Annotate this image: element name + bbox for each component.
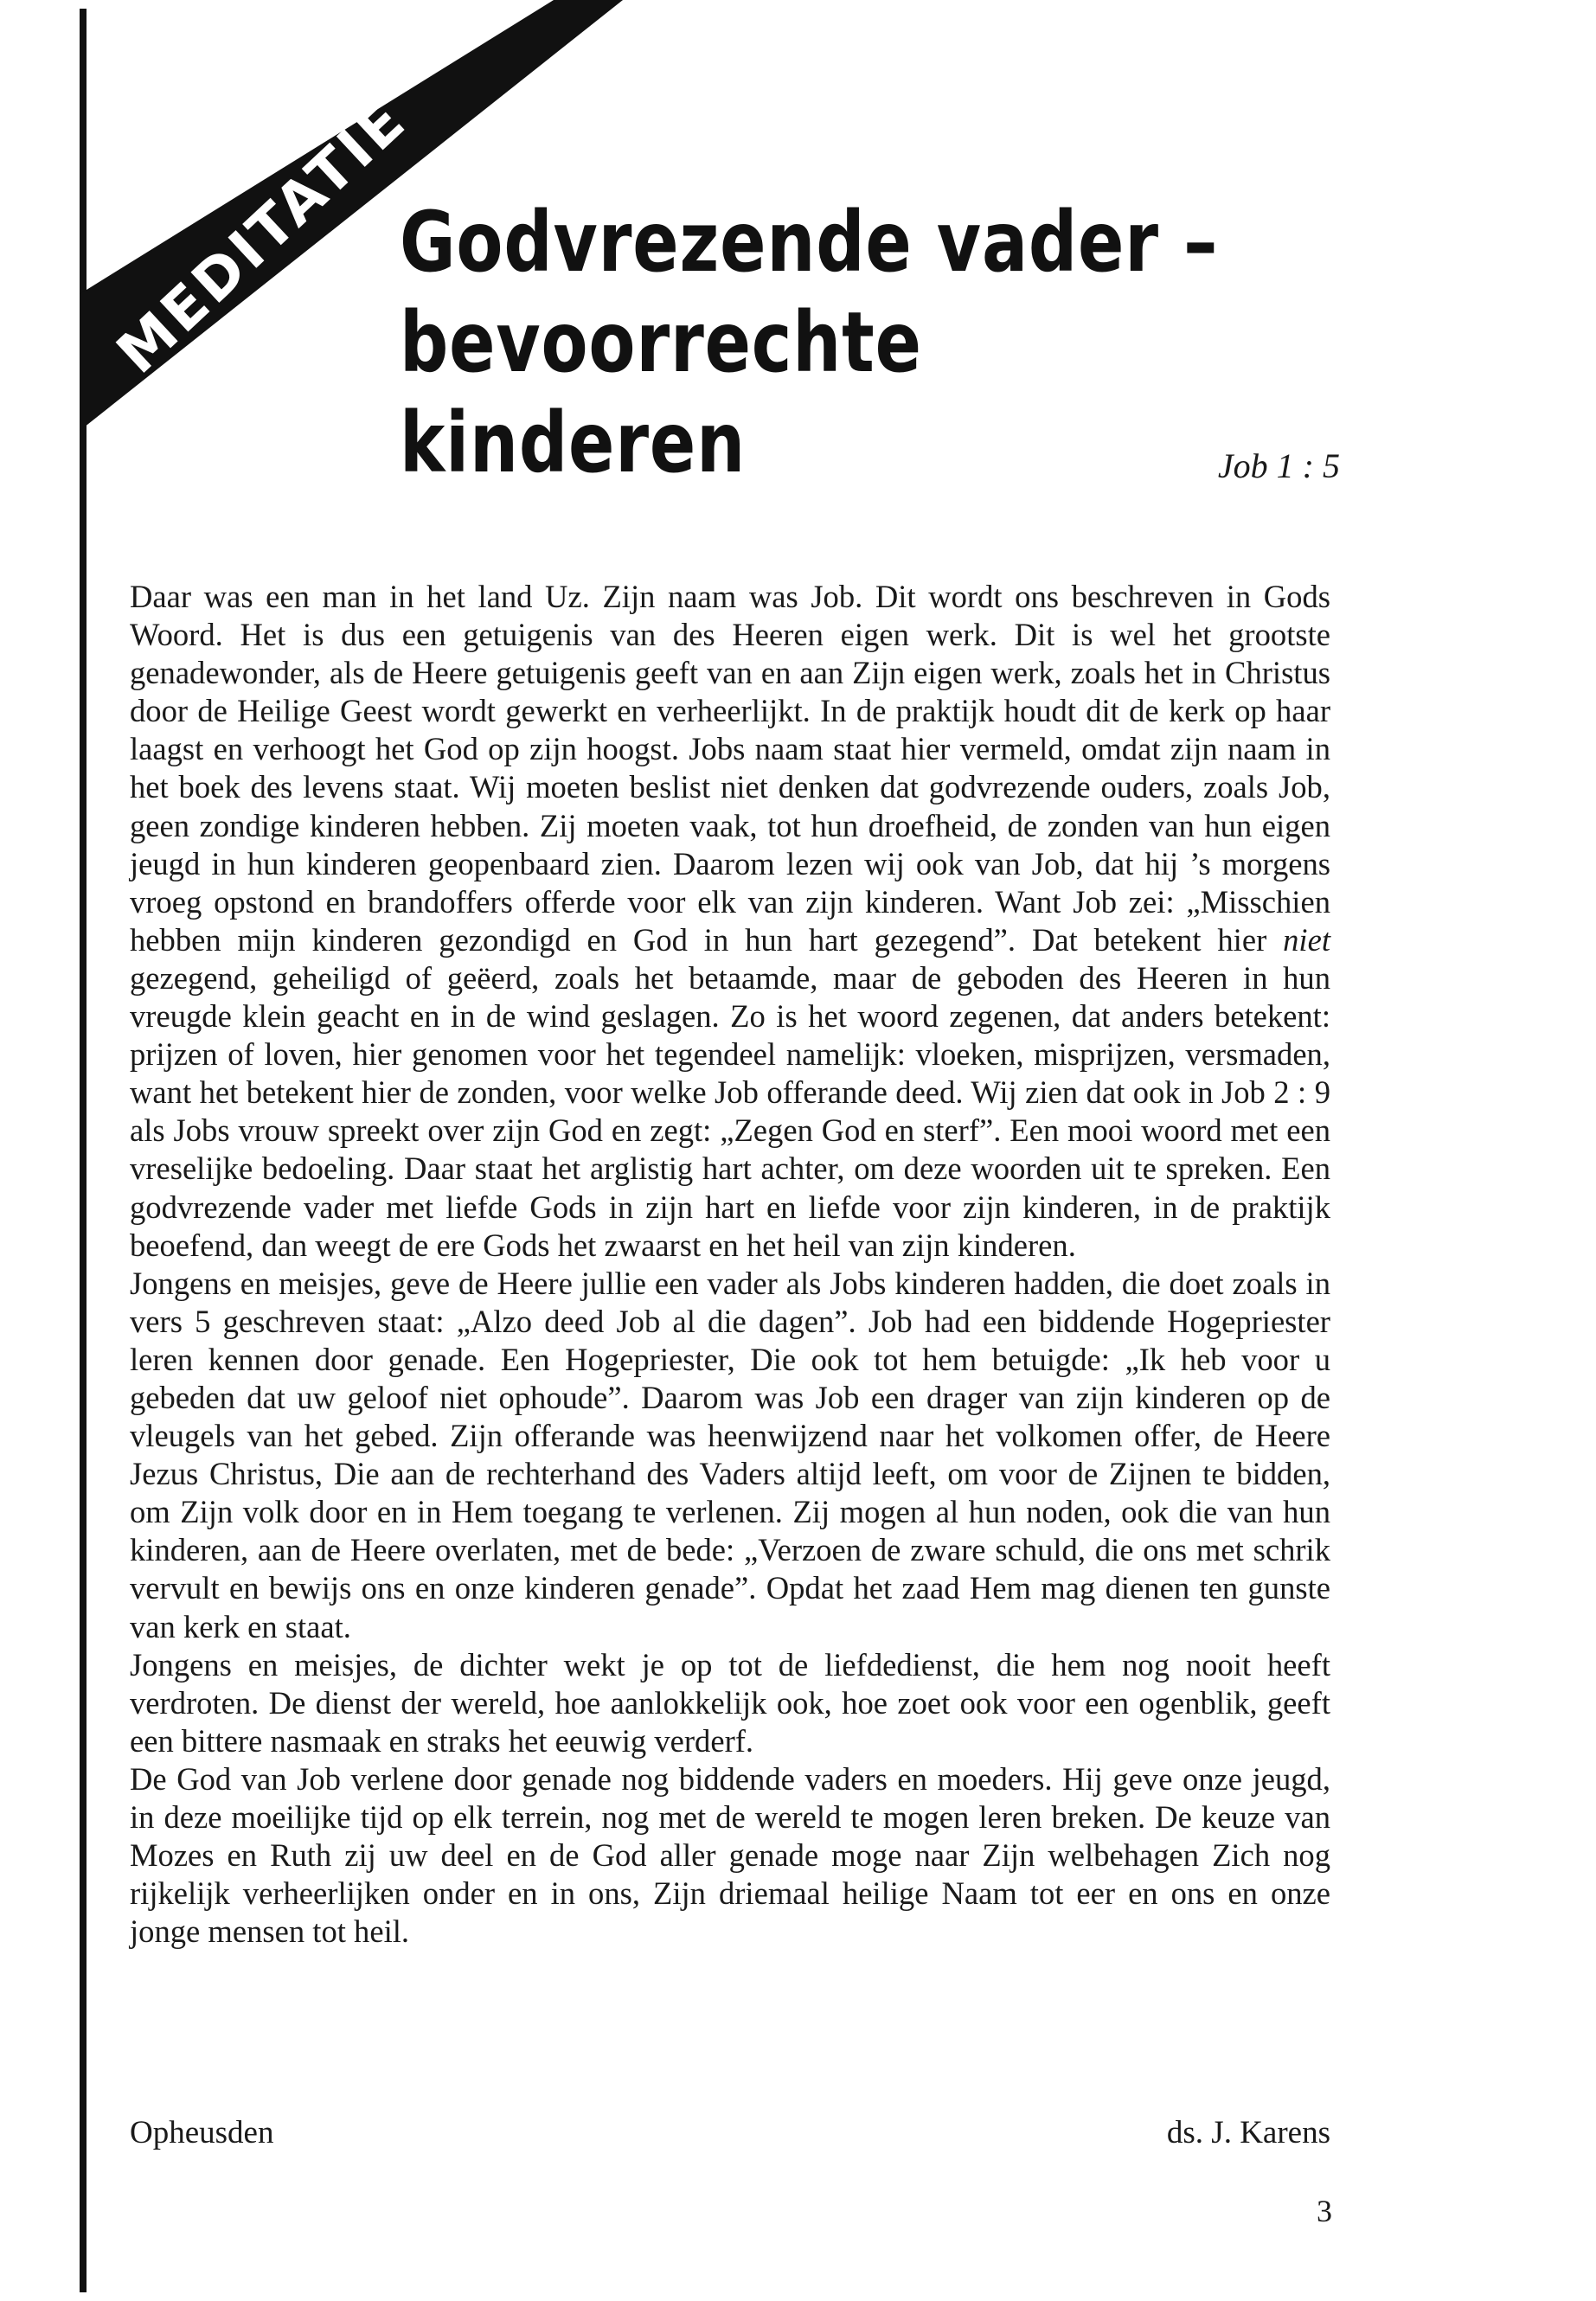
article-body — [130, 578, 1330, 1951]
paragraph-1-text-a: Daar was een man in het land Uz. Zijn naam was Job. Dit wordt ons beschreven in Gods Woord. Het is dus een getuigenis van des Heeren eigen werk. Dit is wel het grootste genadewonder, als de Heere getuigenis geeft van en aan Zijn eigen werk, zoals het in Christus door de Heilige Geest wordt gewerkt en verheerlijkt. In de praktijk houdt dit de kerk op haar laagst en verhoogt het God op zijn hoogst. Jobs naam staat hier vermeld, omdat zijn naam in het boek des levens staat. Wij moeten beslist niet denken dat godvrezende ouders, zoals Job, geen zondige kinderen hebben. Zij moeten vaak, tot hun droefheid, de zonden van hun eigen jeugd in hun kinderen geopenbaard zien. Daarom lezen wij ook van Job, dat hij ’s morgens vroeg opstond en brandoffers offerde voor elk van zijn kinderen. Want Job zei: „Misschien hebben mijn kinderen gezondigd en God in hun hart gezegend”. Dat betekent hier — [130, 579, 1330, 958]
paragraph-1 — [130, 578, 1330, 1265]
paragraph-1-text-b: gezegend, geheiligd of geëerd, zoals het betaamde, maar de geboden des Heeren in hun vreugde klein geacht en in de wind geslagen. Zo is het woord zegenen, dat anders betekent: prijzen of loven, hier genomen voor het tegendeel namelijk: vloeken, misprijzen, versmaden, want het betekent hier de zonden, voor welke Job offerande deed. Wij zien dat ook in Job 2 : 9 als Jobs vrouw spreekt over zijn God en zegt: „Zegen God en sterf”. Een mooi woord met een vreselijke bedoeling. Daar staat het arglistig hart achter, om deze woorden uit te spreken. Een godvrezende vader met liefde Gods in zijn hart en liefde voor zijn kinderen, in de praktijk beoefend, dan weegt de ere Gods het zwaarst en het heil van zijn kinderen. — [130, 959, 1330, 1263]
title-line-2: bevoorrechte kinderen — [400, 294, 922, 491]
paragraph-3: Jongens en meisjes, de dichter wekt je op tot de liefdedienst, die hem nog nooit heeft verdroten. De dienst der wereld, hoe aanlokkelijk ook, hoe zoet ook voor een ogenblik, geeft een bittere nasmaak en straks het eeuwig verderf. — [130, 1646, 1330, 1759]
emphasis-niet: niet — [1283, 921, 1330, 958]
signature-line — [130, 2114, 1330, 2151]
signature-place: Opheusden — [130, 2115, 274, 2150]
page-title — [400, 192, 1251, 493]
paragraph-4: De God van Job verlene door genade nog biddende vaders en moeders. Hij geve onze jeugd, in deze moeilijke tijd op elk terrein, nog met de wereld te mogen leren breken. De keuze van Mozes en Ruth zij uw deel en de God aller genade moge naar Zijn welbehagen Zich nog rijkelijk verheerlijken onder en in ons, Zijn driemaal heilige Naam tot eer en ons en onze jonge mensen tot heil. — [130, 1760, 1330, 1950]
bible-reference: Job 1 : 5 — [1217, 446, 1340, 485]
signature-author: ds. J. Karens — [1166, 2115, 1330, 2150]
paragraph-2: Jongens en meisjes, geve de Heere jullie een vader als Jobs kinderen hadden, die doet zoals in vers 5 geschreven staat: „Alzo deed Job al die dagen”. Job had een biddende Hogepriester leren kennen door genade. Een Hogepriester, Die ook tot hem betuigde: „Ik heb voor u gebeden dat uw geloof niet ophoude”. Daarom was Job een drager van zijn kinderen op de vleugels van het gebed. Zijn offerande was heenwijzend naar het volkomen offer, de Heere Jezus Christus, Die aan de rechterhand des Vaders altijd leeft, om voor de Zijnen te bidden, om Zijn volk door en in Hem toegang te verlenen. Zij mogen al hun noden, ook die van hun kinderen, aan de Heere overlaten, met de bede: „Verzoen de zware schuld, die ons met schrik vervult en bewijs ons en onze kinderen genade”. Opdat het zaad Hem mag dienen ten gunste van kerk en staat. — [130, 1265, 1330, 1644]
banner-label: MEDITATIE — [104, 86, 420, 387]
page-number: 3 — [1317, 2194, 1332, 2228]
title-line-1: Godvrezende vader – — [400, 194, 1219, 291]
